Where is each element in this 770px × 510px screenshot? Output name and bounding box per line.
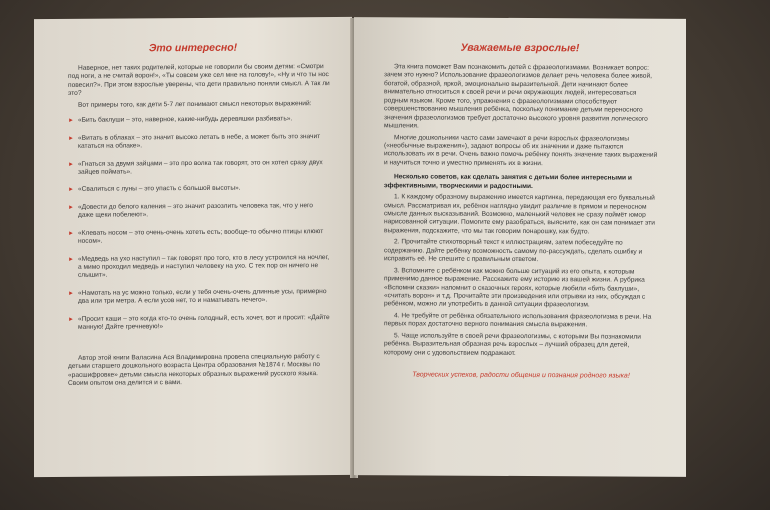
arrow-bullet-icon: ►: [68, 204, 74, 211]
tip-item: 4. Не требуйте от ребёнка обязательного использования фразеологизма в речи. На первых порах достаточно верного понимания смысла выражения.: [384, 312, 652, 329]
tip-item: 1. К каждому образному выражению имеется картинка, передающая его буквальный смысл. Рассматривая их, ребёнок наглядно увидит различие в прямом и переносном смысле данных высказываний. Возможно, маленький человек не сразу поймёт юмор нарисованной ситуации. Помогите ему разобраться, выясните, как он сам понимает эти выражения, подскажите, что мы так говорим понарошку, как будто.: [384, 193, 655, 236]
tip-item: 5. Чаще используйте в своей речи фразеологизмы, с которыми Вы познакомили ребёнка. Выразительная образная речь взрослых – лучший образец для детей, которому они с удовольствием подражают.: [384, 332, 641, 357]
example-item: ► «Свалиться с луны – это упасть с большой высоты».: [68, 185, 241, 194]
examples-list: [68, 115, 330, 332]
example-item: ► «Клевать носом – это очень-очень хотеть есть; вообще-то обычно птицы клюют носом».: [68, 227, 324, 245]
tips-heading: Несколько советов, как сделать занятия с детьми более интересными и эффективными, творческими и радостными.: [384, 173, 632, 190]
arrow-bullet-icon: ►: [68, 135, 74, 142]
right-page-title: Уважаемые взрослые!: [460, 41, 580, 55]
adults-paragraph-1: Эта книга поможет Вам познакомить детей с фразеологизмами. Возникает вопрос: зачем это нужно? Использование фразеологизмов делает речь человека более живой, богатой, образной, яркой, эмоционально выразительной. Дети начинают более внимательно относиться к своей речи и речи окружающих людей, интересоваться родным языком. Кроме того, упражнения с фразеологизмами способствуют совершенствованию мышления ребёнка, поскольку понимание детьми переносного значения фразеологизмов требует достаточно высокого уровня развития логического мышления.: [384, 63, 652, 130]
closing-wish: Творческих успехов, радости общения и познания родного языка!: [412, 371, 630, 380]
open-booklet: [34, 18, 686, 476]
example-item: ► «Витать в облаках – это значит высоко летать в небе, а может быть это значит кататься на облаке».: [68, 132, 321, 150]
author-note: Автор этой книги Валасина Ася Владимировна провела специальную работу с детьми старшего дошкольного возраста Центра образования №1874 г. Москвы по «расшифровке» детьми смысла некоторых образных выражений русского языка. Своим опытом она делится и с вами.: [68, 352, 320, 387]
example-item: ► «Гнаться за двумя зайцами – это про волка так говорят, это он хотел сразу двух зайцев поймать».: [68, 158, 323, 176]
example-item: ► «Намотать на ус можно только, если у тебя очень-очень длинные усы, примерно два или три метра. А если усов нет, то и наматывать нечего».: [68, 287, 327, 306]
left-page-title: Это интересно!: [148, 41, 238, 55]
example-item: ► «Довести до белого каления – это значит разозлить человека так, что у него даже щеки побелеют».: [68, 201, 313, 220]
tip-item: 2. Прочитайте стихотворный текст к иллюстрациям, затем побеседуйте по содержанию. Дайте ребёнку возможность самому по-рассуждать, сделать ошибку и исправить её. Не спешите с правильным ответом.: [384, 238, 643, 264]
arrow-bullet-icon: ►: [68, 230, 74, 237]
arrow-bullet-icon: ►: [68, 161, 74, 168]
arrow-bullet-icon: ►: [68, 316, 74, 323]
example-item: ► «Просит каши – это когда кто-то очень голодный, есть хочет, вот и просит: «Дайте манную! Дайте гречневую!»: [68, 313, 330, 331]
arrow-bullet-icon: ►: [68, 256, 74, 263]
arrow-bullet-icon: ►: [68, 290, 74, 297]
arrow-bullet-icon: ►: [68, 187, 74, 194]
example-item: ► «Бить баклуши – это, наверное, какие-нибудь деревяшки разбивать».: [68, 115, 293, 125]
intro-paragraph-1: Наверное, нет таких родителей, которые не говорили бы своим детям: «Смотри под ноги, а не считай ворон!», «Ты совсем уже сел мне на голову!», «Ну и что ты нос повесил?». При этом взрослые уверены, что дети правильно поняли смысл. А так ли это?: [68, 63, 330, 98]
tip-item: 3. Вспомните с ребёнком как можно больше ситуаций из его опыта, к которым применимо данное выражение. Расскажите ему историю из вашей жизни. А рубрика «Вспомни сказки» напомнит о сказочных героях, которые любили «бить баклуши», «считать ворон» и т.д. Прочитайте эти произведения или отрывки из них, обсуждая с ребёнком, можно ли употребить в данной ситуации фразеологизм.: [384, 266, 646, 309]
adults-paragraph-2: Многие дошкольники часто сами замечают в речи взрослых фразеологизмы («необычные выражения»), задают вопросы об их значении и даже пытаются использовать их в речи. Очень важно помочь ребёнку понять значение таких выражений и научиться точно и уместно применять их в жизни.: [384, 133, 658, 167]
intro-paragraph-2: Вот примеры того, как дети 5-7 лет понимают смысл некоторых выражений:: [78, 99, 312, 109]
arrow-bullet-icon: ►: [68, 118, 74, 125]
left-page: [34, 17, 352, 477]
right-page: [354, 17, 686, 477]
example-item: ► «Медведь на ухо наступил – так говорят про того, кто в лесу устроился на ночлег, а мимо проходил медведь и наступил человеку на ухо. С тех пор он ничего не слышит».: [68, 253, 330, 280]
